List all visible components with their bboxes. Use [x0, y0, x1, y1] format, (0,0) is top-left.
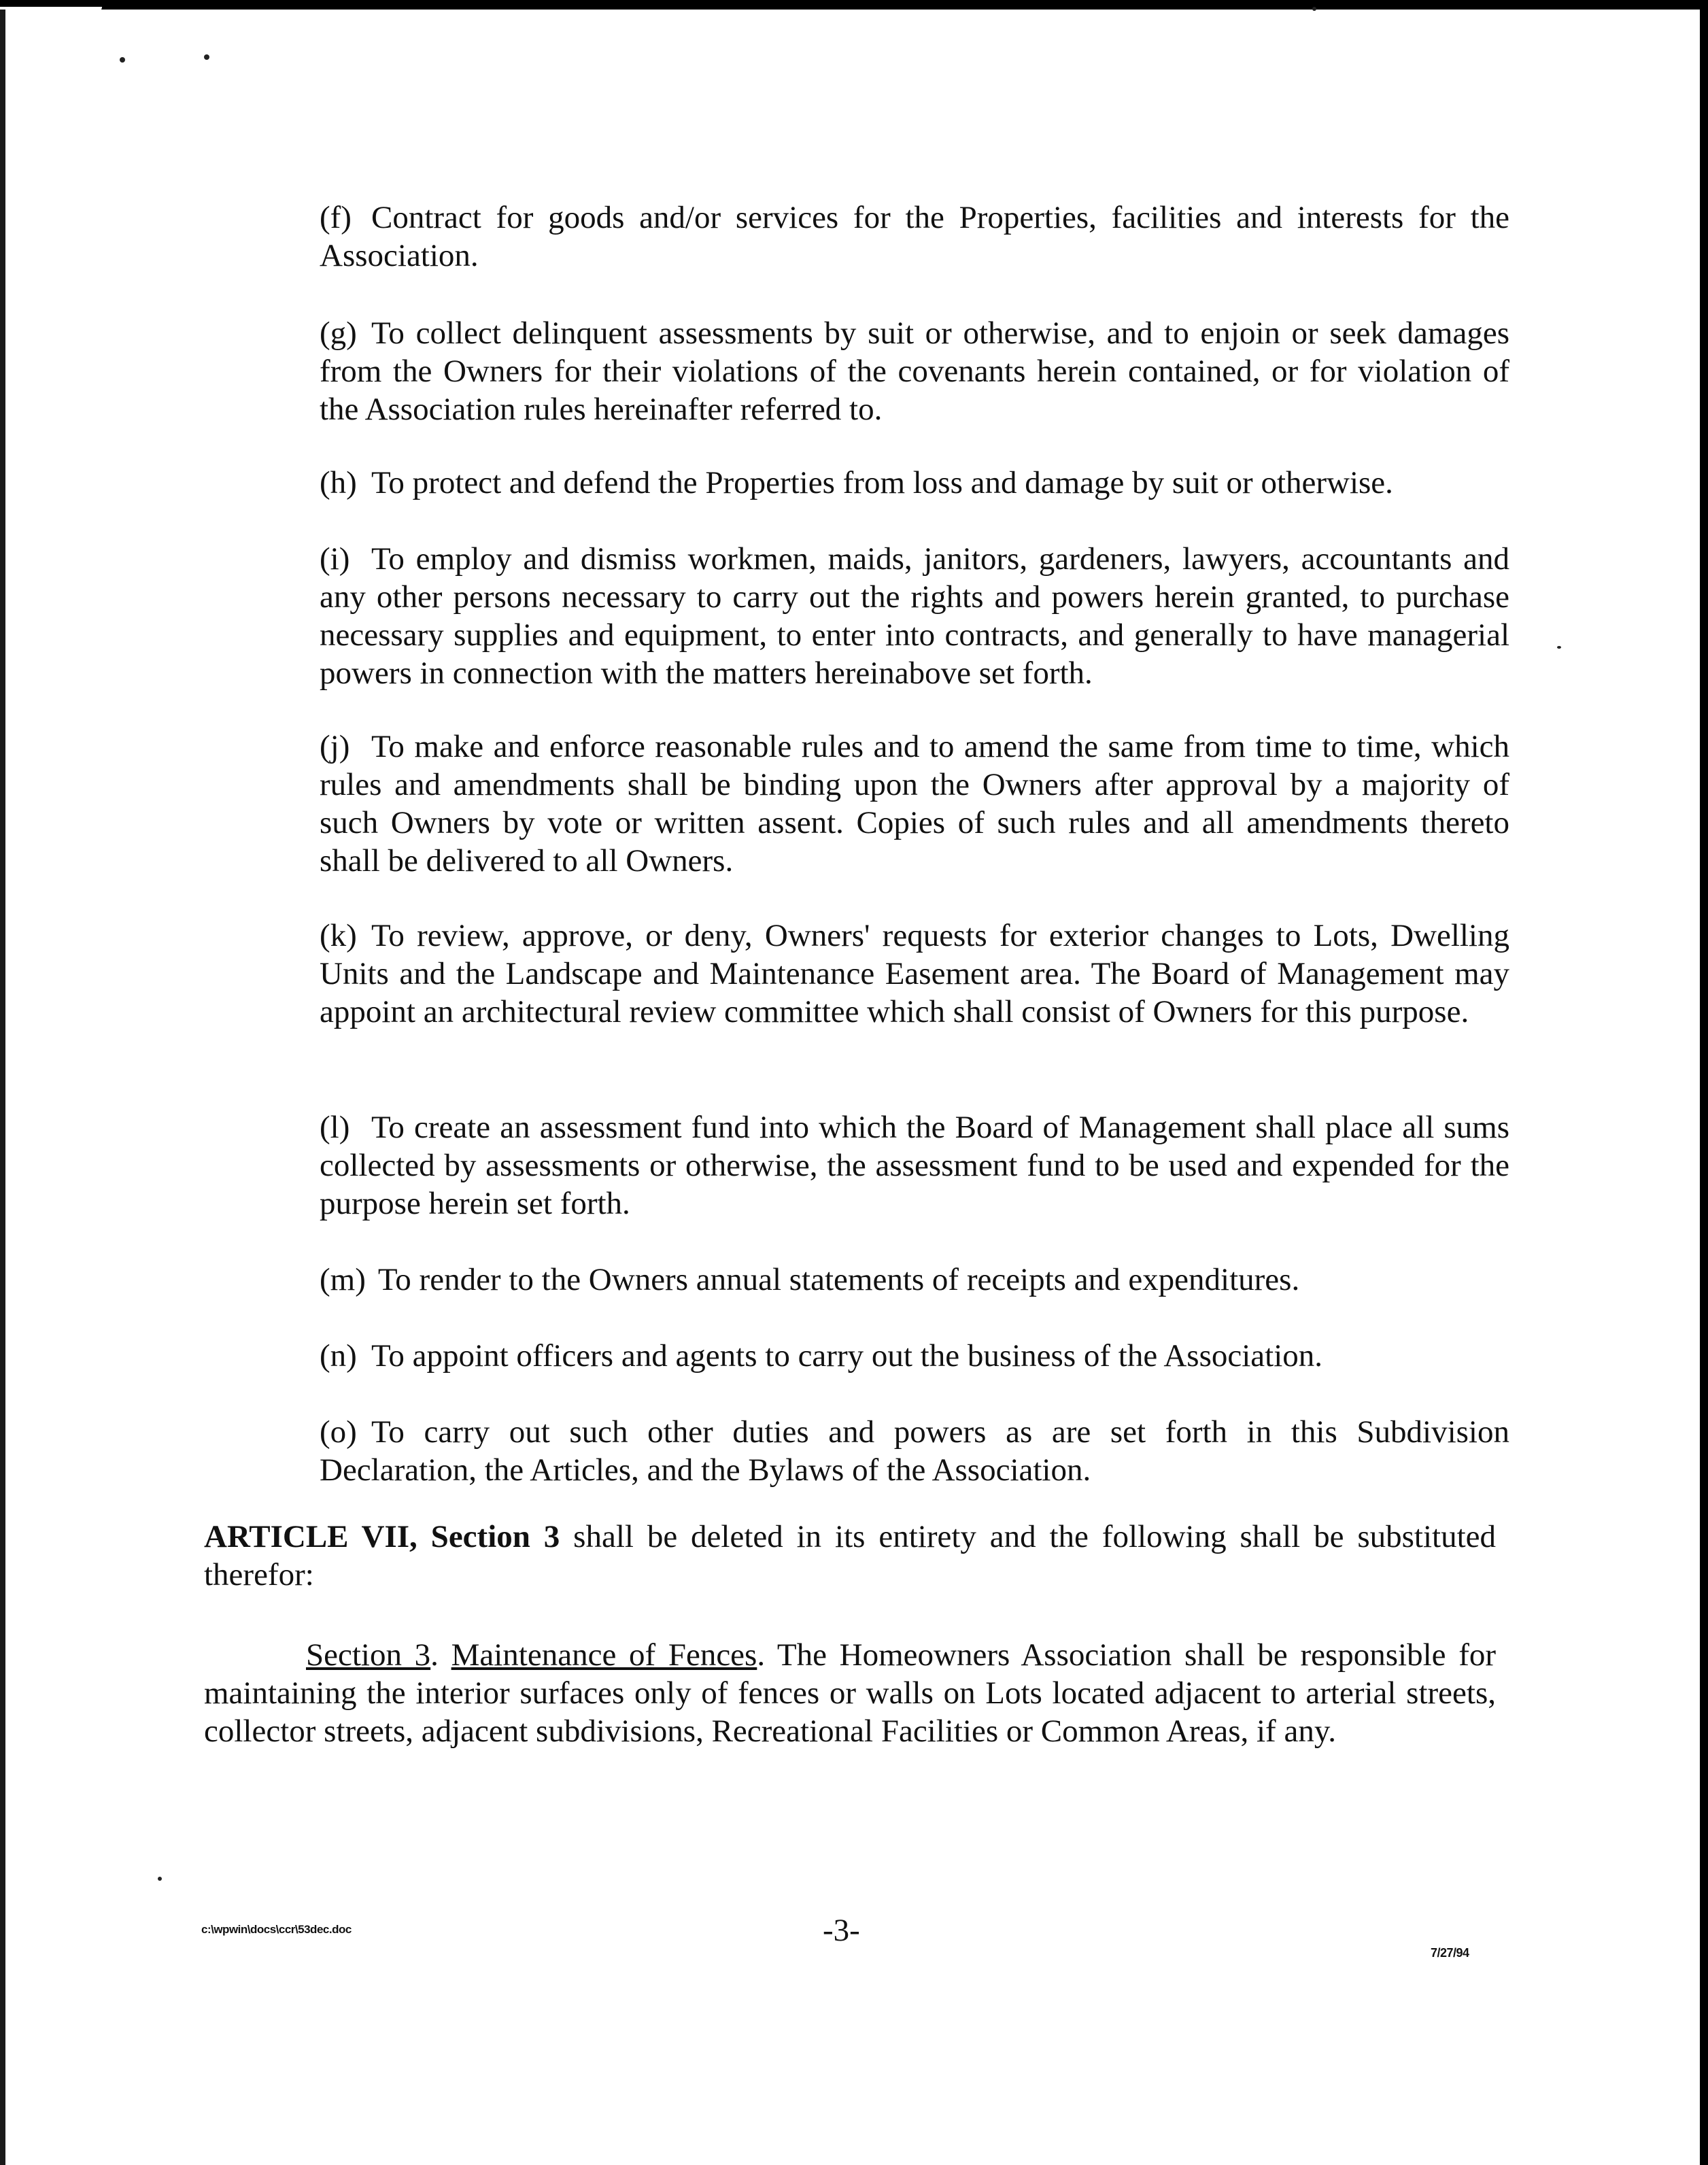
scan-border-left — [0, 10, 5, 2165]
clause-marker: (n) — [320, 1338, 357, 1374]
clause-text: To render to the Owners annual statements of receipts and expenditures. — [377, 1262, 1300, 1297]
scan-speck — [158, 1877, 162, 1881]
section-3-paragraph: Section 3. Maintenance of Fences. The Homeowners Association shall be responsible for maintaining the interior surfaces only of fences or walls on Lots located adjacent to arterial streets, collector streets, adjacent subdivisions, Recreational Facilities or Common Areas, if any. — [204, 1637, 1496, 1749]
footer-file-path: c:\wpwin\docs\ccr\53dec.doc — [201, 1923, 352, 1936]
clause-marker: (m) — [320, 1262, 366, 1297]
clause-o — [320, 1413, 1509, 1489]
scan-border-top — [0, 0, 1708, 10]
clause-n — [320, 1337, 1322, 1375]
scan-border-notch — [0, 7, 102, 12]
scan-speck — [120, 57, 125, 63]
clause-text: Contract for goods and/or services for the Properties, facilities and interests for the Association. — [320, 200, 1509, 273]
clause-marker: (l) — [320, 1110, 350, 1145]
clause-m — [320, 1261, 1299, 1299]
article-instruction: shall be deleted in its entirety and the following shall be substituted therefor: — [204, 1519, 1496, 1592]
clause-text: To make and enforce reasonable rules and to amend the same from time to time, which rules and amendments shall be binding upon the Owners after approval by a majority of such Owners by vote or written assent. Copies of such rules and all amendments thereto shall be delivered to all Owners. — [320, 729, 1509, 879]
clause-text: To review, approve, or deny, Owners' requests for exterior changes to Lots, Dwelling Units and the Landscape and Maintenance Easement area. The Board of Management may appoint an architectural review committee which shall consist of Owners for this purpose. — [320, 918, 1509, 1029]
clause-text: To employ and dismiss workmen, maids, janitors, gardeners, lawyers, accountants and any other persons necessary to carry out the rights and powers herein granted, to purchase necessary supplies and equipment, to enter into contracts, and generally to have managerial powers in connection with the matters hereinabove set forth. — [320, 541, 1509, 691]
clause-marker: (o) — [320, 1414, 357, 1450]
clause-l — [320, 1108, 1509, 1223]
clause-marker: (f) — [320, 200, 352, 235]
clause-marker: (k) — [320, 918, 357, 953]
article-amendment-heading — [204, 1518, 1496, 1594]
clause-k — [320, 917, 1509, 1031]
clause-g — [320, 314, 1509, 428]
clause-j — [320, 728, 1509, 880]
section-body: The Homeowners Association shall be responsible for maintaining the interior surfaces only of fences or walls on Lots located adjacent to arterial streets, collector streets, adjacent subdivisions, Recreational Facilities or Common Areas, if any. — [204, 1637, 1496, 1749]
scan-speck — [204, 54, 209, 60]
clause-text: To carry out such other duties and powers as are set forth in this Subdivision Declaration, the Articles, and the Bylaws of the Association. — [320, 1414, 1509, 1488]
section-title: Maintenance of Fences — [451, 1637, 757, 1673]
clause-marker: (j) — [320, 729, 350, 764]
article-reference: ARTICLE VII, Section 3 — [204, 1519, 560, 1554]
clause-h — [320, 464, 1393, 502]
clause-text: To protect and defend the Properties from loss and damage by suit or otherwise. — [371, 465, 1393, 500]
clause-marker: (g) — [320, 316, 357, 351]
scan-speck — [1312, 7, 1316, 11]
clause-marker: (i) — [320, 541, 350, 577]
page-number: -3- — [823, 1913, 860, 1948]
clause-i — [320, 540, 1509, 692]
clause-text: To create an assessment fund into which the Board of Management shall place all sums collected by assessments or otherwise, the assessment fund to be used and expended for the purpose herein set forth. — [320, 1110, 1509, 1221]
scan-speck — [1557, 646, 1561, 649]
section-label: Section 3 — [306, 1637, 431, 1673]
scan-border-right — [1700, 10, 1708, 2165]
clause-text: To collect delinquent assessments by suit or otherwise, and to enjoin or seek damages from the Owners for their violations of the covenants herein contained, or for violation of the Association rules hereinafter referred to. — [320, 316, 1509, 427]
clause-f — [320, 199, 1509, 275]
footer-date: 7/27/94 — [1431, 1946, 1469, 1960]
clause-text: To appoint officers and agents to carry out the business of the Association. — [371, 1338, 1323, 1374]
clause-marker: (h) — [320, 465, 357, 500]
